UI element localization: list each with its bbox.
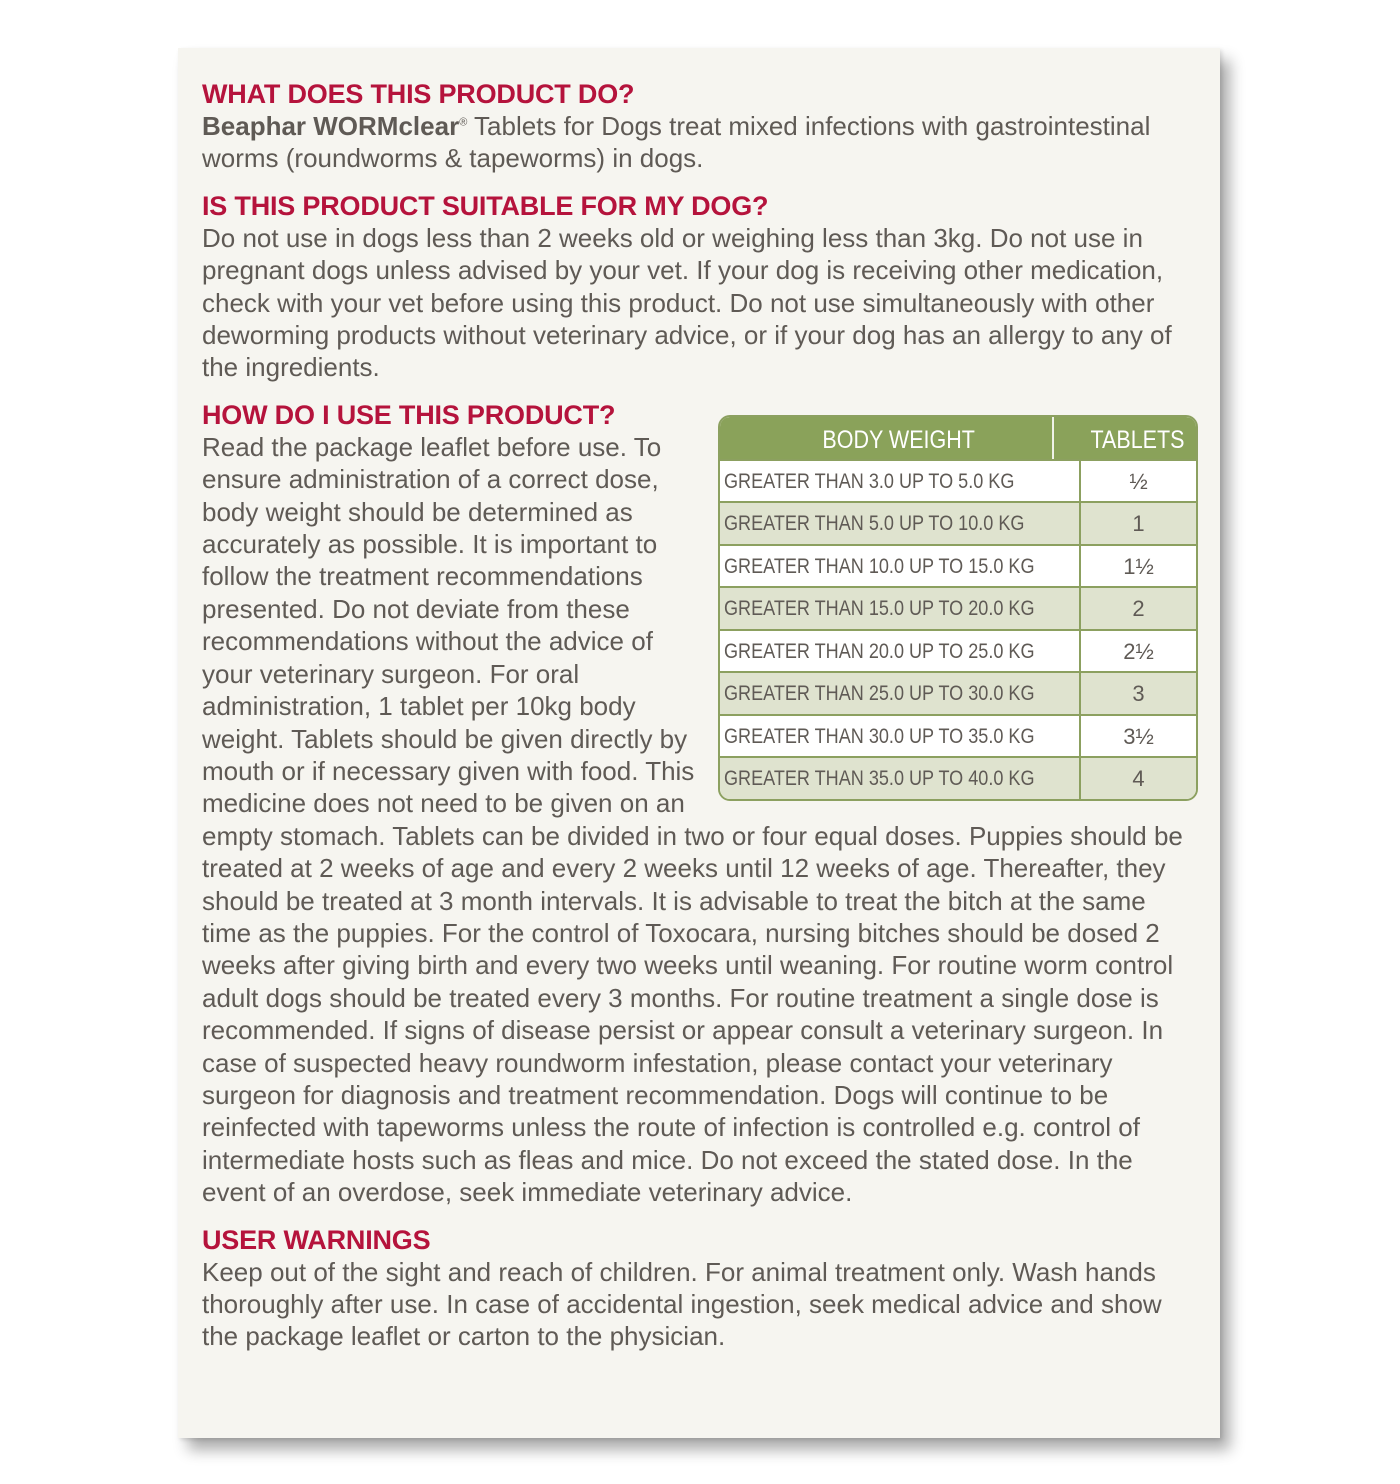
leaflet-content: [202, 78, 1202, 1353]
dosage-row: [720, 714, 1196, 757]
tablets-cell: 2: [1132, 596, 1145, 622]
weight-cell: GREATER THAN 3.0 UP TO 5.0 KG: [720, 461, 1081, 502]
weight-cell: GREATER THAN 15.0 UP TO 20.0 KG: [720, 588, 1081, 629]
section-heading: IS THIS PRODUCT SUITABLE FOR MY DOG?: [202, 190, 769, 221]
dosage-table: [718, 415, 1198, 801]
weight-cell: GREATER THAN 5.0 UP TO 10.0 KG: [720, 503, 1081, 544]
section-body-text: Tablets for Dogs treat mixed infections with gastrointestinal worms (roundworms & tapeworms) in dogs.: [202, 111, 1151, 174]
section-body: Keep out of the sight and reach of children. For animal treatment only. Wash hands thoroughly after use. In case of accidental ingestion, seek medical advice and show the package leaflet or carton to the physician.: [202, 1256, 1162, 1352]
tablets-cell: 1½: [1123, 553, 1154, 579]
tablets-cell: 3: [1132, 681, 1145, 707]
section-what-it-does: [202, 78, 1202, 175]
header-tablets: TABLETS: [1090, 425, 1185, 454]
section-body: Do not use in dogs less than 2 weeks old or weighing less than 3kg. Do not use in pregnant dogs unless advised by your vet. If your dog is receiving other medication, check with your vet before using this product. Do not use simultaneously with other deworming products without veterinary advice, or if your dog has an allergy to any of the ingredients.: [202, 222, 1172, 383]
dosage-table-header: [720, 417, 1196, 459]
section-heading: USER WARNINGS: [202, 1224, 431, 1255]
section-suitability: [202, 190, 1202, 384]
tablets-cell: 3½: [1123, 723, 1154, 749]
registered-mark: ®: [459, 116, 468, 129]
section-user-warnings: [202, 1224, 1202, 1353]
weight-cell: GREATER THAN 20.0 UP TO 25.0 KG: [720, 631, 1081, 672]
dosage-row: [720, 501, 1196, 544]
weight-cell: GREATER THAN 10.0 UP TO 15.0 KG: [720, 546, 1081, 587]
brand-name: Beaphar WORMclear: [202, 111, 460, 141]
header-body-weight: BODY WEIGHT: [745, 417, 1054, 459]
tablets-cell: ½: [1129, 468, 1148, 494]
weight-cell: GREATER THAN 30.0 UP TO 35.0 KG: [720, 716, 1081, 757]
tablets-cell: 2½: [1123, 638, 1154, 664]
section-heading: HOW DO I USE THIS PRODUCT?: [202, 399, 616, 430]
section-body: Read the package leaflet before use. To ensure administration of a correct dose, body weight should be determined as accurately as possible. It is important to follow the treatment recommendations presented. Do not deviate from these recommendations without the advice of your veterinary surgeon. For oral administration, 1 tablet per 10kg body weight. Tablets should be given directly by mouth or if necessary given with food. This medicine does not need to be given on an empty stomach. Tablets can be divided in two or four equal doses. Puppies should be treated at 2 weeks of age and every 2 weeks until 12 weeks of age. Thereafter, they should be treated at 3 month intervals. It is advisable to treat the bitch at the same time as the puppies. For the control of Toxocara, nursing bitches should be dosed 2 weeks after giving birth and every two weeks until weaning. For routine worm control adult dogs should be treated every 3 months. For routine treatment a single dose is recommended. If signs of disease persist or appear consult a veterinary surgeon. In case of suspected heavy roundworm infestation, please contact your veterinary surgeon for diagnosis and treatment recommendation. Dogs will continue to be reinfected with tapeworms unless the route of infection is controlled e.g. control of intermediate hosts such as fleas and mice. Do not exceed the stated dose. In the event of an overdose, seek immediate veterinary advice.: [202, 431, 1183, 1208]
tablets-cell: 1: [1132, 511, 1145, 537]
dosage-row: [720, 756, 1196, 799]
dosage-row: [720, 629, 1196, 672]
weight-cell: GREATER THAN 25.0 UP TO 30.0 KG: [720, 673, 1081, 714]
dosage-row: [720, 459, 1196, 502]
tablets-cell: 4: [1132, 766, 1145, 792]
leaflet-card: [178, 48, 1220, 1438]
dosage-row: [720, 544, 1196, 587]
weight-cell: GREATER THAN 35.0 UP TO 40.0 KG: [720, 758, 1081, 799]
dosage-row: [720, 671, 1196, 714]
section-body: [202, 110, 1202, 175]
section-how-to-use: [202, 399, 1202, 1209]
section-heading: WHAT DOES THIS PRODUCT DO?: [202, 79, 635, 109]
dosage-row: [720, 586, 1196, 629]
